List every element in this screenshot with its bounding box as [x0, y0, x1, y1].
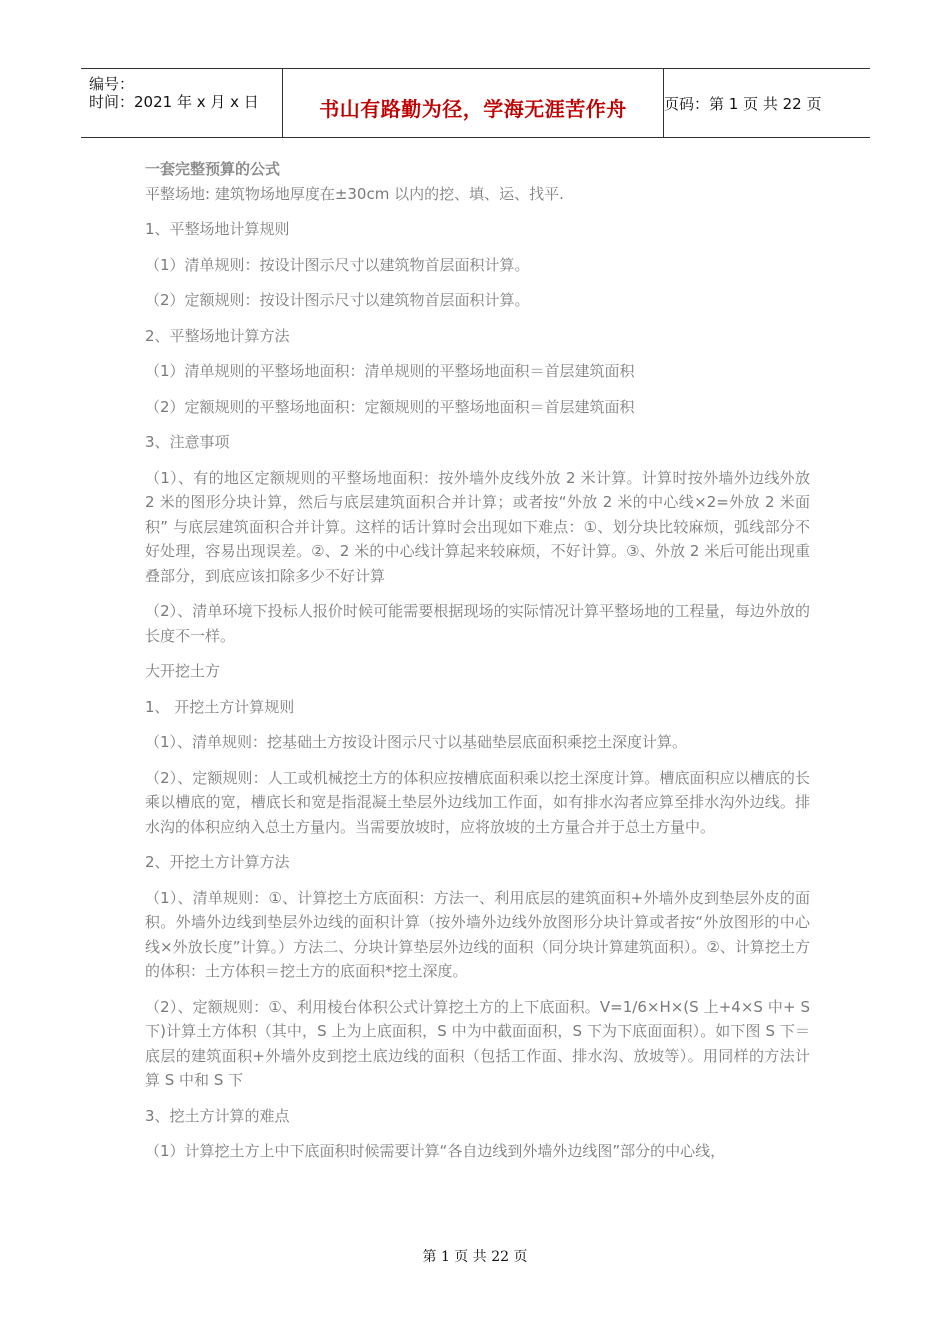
section-title: 大开挖土方: [145, 662, 221, 680]
section-heading: 3、注意事项: [145, 433, 230, 451]
intro-paragraph: 平整场地: 建筑物场地厚度在±30cm 以内的挖、填、运、找平.: [145, 184, 564, 203]
paragraph: （2）定额规则：按设计图示尺寸以建筑物首层面积计算。: [145, 291, 530, 309]
section-heading: 2、平整场地计算方法: [145, 326, 290, 345]
paragraph: （1）清单规则的平整场地面积：清单规则的平整场地面积＝首层建筑面积: [145, 362, 635, 380]
header-motto-cell: [283, 69, 664, 137]
number-label: 编号：: [89, 75, 135, 93]
paragraph: （2）、定额规则：人工或机械挖土方的体积应按槽底面积乘以挖土深度计算。槽底面积应以槽底的长乘以槽底的宽，槽底长和宽是指混凝土垫层外边线加工作面，如有排水沟者应算至排水沟外边线。排水沟的体积应纳入总土方量内。当需要放坡时，应将放坡的土方量合并于总土方量中。: [145, 768, 810, 836]
paragraph: （1）、清单规则：挖基础土方按设计图示尺寸以基础垫层底面积乘挖土深度计算。: [145, 733, 688, 751]
section-heading: 2、开挖土方计算方法: [145, 853, 290, 871]
date-label: 时间：2021 年 x 月 x 日: [89, 93, 259, 111]
motto: 书山有路勤为径，学海无涯苦作舟: [319, 97, 627, 121]
document-body: [145, 157, 810, 1164]
section-heading: 1、平整场地计算规则: [145, 220, 290, 238]
document-header: [81, 68, 870, 138]
paragraph: （2）定额规则的平整场地面积：定额规则的平整场地面积＝首层建筑面积: [145, 397, 635, 416]
paragraph: （1）、清单规则：①、计算挖土方底面积：方法一、利用底层的建筑面积+外墙外皮到垫层外皮的面积。外墙外边线到垫层外边线的面积计算（按外墙外边线外放图形分块计算或者按“外放图形的中心线×外放长度”计算。）方法二、分块计算垫层外边线的面积（同分块计算建筑面积）。②、计算挖土方的体积：土方体积＝挖土方的底面积*挖土深度。: [145, 888, 810, 980]
paragraph: （2）、清单环境下投标人报价时候可能需要根据现场的实际情况计算平整场地的工程量，每边外放的长度不一样。: [145, 602, 810, 645]
page-label: 页码：第 1 页 共 22 页: [664, 95, 822, 113]
section-heading: 3、挖土方计算的难点: [145, 1106, 290, 1125]
page-footer: 第 1 页 共 22 页: [422, 1249, 528, 1265]
section-heading: 1、 开挖土方计算规则: [145, 697, 295, 716]
document-title: 一套完整预算的公式: [145, 160, 281, 178]
paragraph: （1）清单规则：按设计图示尺寸以建筑物首层面积计算。: [145, 255, 530, 274]
paragraph: （1）计算挖土方上中下底面积时候需要计算“各自边线到外墙外边线图”部分的中心线，: [145, 1142, 726, 1160]
header-meta-cell: [81, 69, 283, 137]
header-page-cell: [664, 69, 870, 137]
paragraph: （1）、有的地区定额规则的平整场地面积：按外墙外皮线外放 2 米计算。计算时按外墙外边线外放 2 米的图形分块计算，然后与底层建筑面积合并计算；或者按“外放 2 米的中心线×2=外放 2 米面积” 与底层建筑面积合并计算。这样的话计算时会出现如下难点：①、划分块比较麻烦，弧线部分不好处理，容易出现误差。②、2 米的中心线计算起来较麻烦，不好计算。③、外放 2 米后可能出现重叠部分，到底应该扣除多少不好计算: [145, 468, 810, 585]
paragraph: （2）、定额规则：①、利用棱台体积公式计算挖土方的上下底面积。V=1/6×H×(S 上+4×S 中+ S 下)计算土方体积（其中，S 上为上底面积，S 中为中截面面积，S 下为下底面面积）。如下图 S 下＝底层的建筑面积+外墙外皮到挖土底边线的面积（包括工作面、排水沟、放坡等）。用同样的方法计算 S 中和 S 下: [145, 997, 810, 1089]
